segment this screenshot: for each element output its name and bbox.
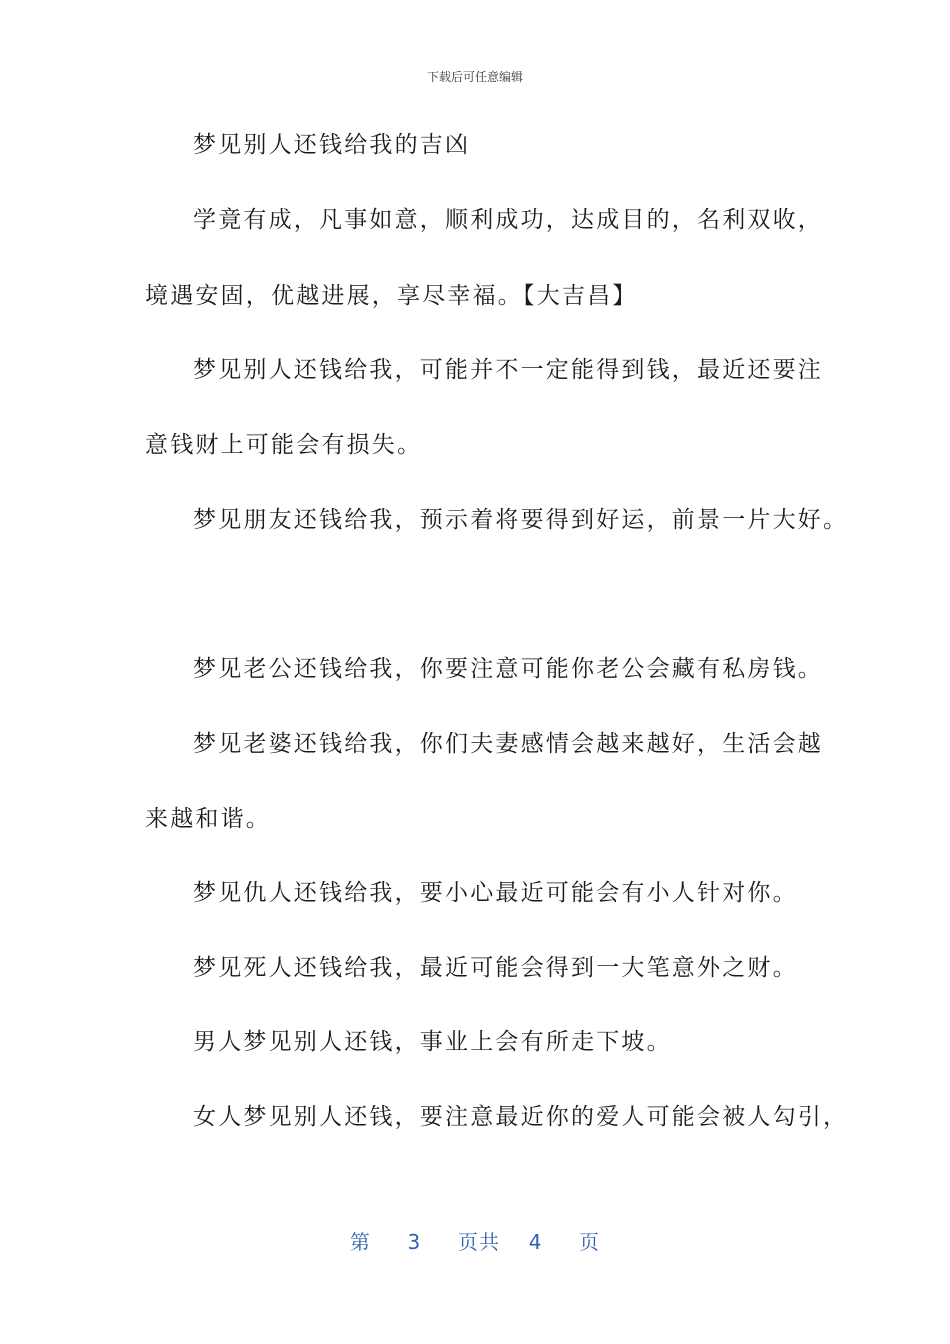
- paragraph-line: 梦见朋友还钱给我，预示着将要得到好运，前景一片大好。: [193, 507, 849, 533]
- paragraph-line: 意钱财上可能会有损失。: [145, 432, 423, 458]
- paragraph-line: 梦见老婆还钱给我，你们夫妻感情会越来越好，生活会越: [193, 731, 823, 757]
- paragraph-line: 梦见别人还钱给我，可能并不一定能得到钱，最近还要注: [193, 357, 823, 383]
- paragraph-line: 梦见死人还钱给我，最近可能会得到一大笔意外之财。: [193, 955, 798, 981]
- footer-suffix: 页: [579, 1230, 601, 1254]
- page-footer: [0, 1226, 950, 1255]
- footer-total-pages: 4: [528, 1230, 543, 1254]
- footer-middle: 页共: [458, 1230, 500, 1254]
- paragraph-line: 学竟有成，凡事如意，顺利成功，达成目的，名利双收，: [193, 207, 823, 233]
- paragraph-line: 境遇安固，优越进展，享尽幸福。【大吉昌】: [145, 283, 638, 309]
- footer-prefix: 第: [349, 1230, 371, 1254]
- header-note: 下载后可任意编辑: [426, 70, 523, 84]
- paragraph-line: 男人梦见别人还钱，事业上会有所走下坡。: [193, 1029, 672, 1055]
- section-title: 梦见别人还钱给我的吉凶: [193, 132, 471, 158]
- paragraph-line: 来越和谐。: [145, 806, 271, 832]
- paragraph-line: 女人梦见别人还钱，要注意最近你的爱人可能会被人勾引，: [193, 1104, 849, 1130]
- paragraph-line: 梦见老公还钱给我，你要注意可能你老公会藏有私房钱。: [193, 656, 823, 682]
- footer-current-page: 3: [407, 1230, 422, 1254]
- paragraph-line: 梦见仇人还钱给我，要小心最近可能会有小人针对你。: [193, 880, 798, 906]
